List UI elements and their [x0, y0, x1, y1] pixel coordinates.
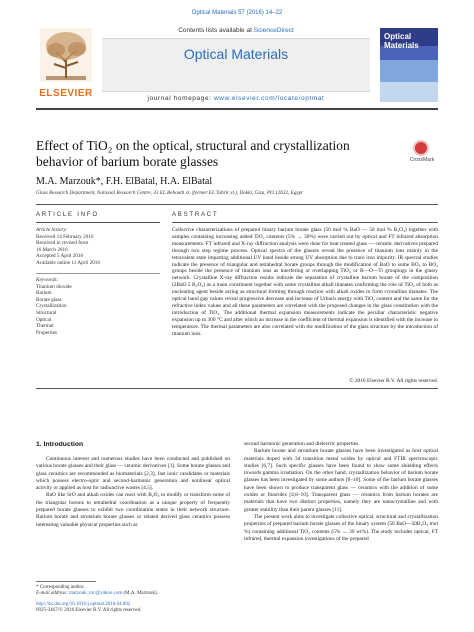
history-item: Received in revised form — [36, 240, 89, 247]
crossmark-icon — [413, 140, 429, 156]
authors: M.A. Marzouk*, F.H. ElBatal, H.A. ElBatal — [36, 176, 213, 187]
masthead-center — [102, 26, 370, 104]
doi-block — [36, 602, 230, 615]
sciencedirect-link[interactable]: ScienceDirect — [253, 27, 294, 34]
elsevier-logo[interactable] — [36, 26, 96, 102]
crossmark-badge[interactable] — [404, 140, 440, 164]
body-column-left — [36, 456, 230, 529]
journal-name[interactable]: Optical Materials — [183, 46, 289, 62]
section-rule — [172, 222, 438, 223]
introduction-heading: 1. Introduction — [36, 441, 84, 448]
journal-cover-image[interactable] — [380, 28, 438, 102]
keyword: Borate glass — [36, 296, 62, 303]
body-paragraph: Barium borate and strontium borate glasses have been investigated as host optical materials doped with 3d transition metal oxides by optical and FTIR spectroscopic studies [6,7]. Such specific glasses have been found to show some shielding effects towards gamma irradiation. On the other hand, crystallization behavior of barium borate glasses has been investigated by some authors [8–10]. Some of the barium borate glasses have been shown to produce transparent glass — ceramics with the addition of some oxides or fluorides [4,8–10]. Transparent glass — ceramics from barium borates are materials that have two distinct properties, namely they are nanocrystalline and with greater stability than their parent glasses [11]. — [244, 448, 438, 513]
keywords-rule — [36, 273, 160, 274]
homepage-link[interactable]: www.elsevier.com/locate/optmat — [213, 95, 325, 102]
keyword: Thermal — [36, 323, 54, 330]
doi-link[interactable]: http://dx.doi.org/10.1016/j.optmat.2016.04.002 — [36, 602, 131, 607]
keyword: Optical — [36, 316, 52, 323]
footnote-marker: * Corresponding author. — [36, 585, 85, 590]
keyword: Structural — [36, 309, 57, 316]
homepage-prefix: journal homepage: — [147, 95, 214, 102]
article-history — [36, 227, 160, 267]
keywords — [36, 277, 160, 336]
keyword: Titanium dioxide — [36, 283, 72, 290]
abstract-text: Collective characterizations of prepared binary barium borate glass (50 mol % BaO — 50 mol % B₂O₃) together with samples containing increasing added TiO₂ contents (5% → 30%) were carried out by optical and FT infrared absorption measurements. FT infrared and X-ray diffraction analysis were done for heat treated glass — ceramic derivatives prepared through two step regime process. Optical spectra of the glasses reveal the presence of titanium ions mainly in the tetravalent state imparting additional UV band beside strong UV absorption due to trace iron impurity. IR spectral studies indicate the presence of triangular and tetrahedral borate groups through the modification of BaO to some BO₃ to BO₄ groups beside the presence of titanium ions as interfering or overlapping TiO₄ or B—O—Ti groupings in the glassy network. Crystalline X-ray diffraction results indicate the separation of crystalline barium borate of the composition (2BaO.5 B₂O₃) as a main constituent together with some crystalline alkali titanates confirming the role of TiO₂ of both as nucleating agent beside acting as structural forming through reaction with alkali oxides to form crystalline titanates. The optical band gap values reveal progressive decrease and increase of Urbach energy with TiO₂ content and the same for the refractive index values and all these parameters are correlated with the proposed changes in the glass constitution with the introduction of TiO₂. The additional thermal expansion measurements indicate the peculiar characteristic negative expansion up to 300 °C and after which an increase in the coefficient of thermal expansion is identified with the increase in temperature. The thermal parameters are also correlated with the modification of the glass structure by the introduction of titanium ions. — [172, 227, 438, 337]
history-item: 16 March 2016 — [36, 246, 68, 253]
history-item: Received 14 February 2016 — [36, 233, 94, 240]
keyword: Barium — [36, 290, 52, 297]
masthead — [36, 26, 438, 104]
body-paragraph: Continuous interest and numerous studies have been conducted and published on various borate glasses and their glass — ceramic derivatives [1]. Some borate glasses and glass ceramics are recommended as biomaterials [2,3], fast ionic candidates or materials which possess electro-optic and second-harmonic generation and nonlinear optical activity or applied as host for radioactive wastes [4,5]. — [36, 456, 230, 492]
footnote-rule — [36, 581, 96, 582]
body-paragraph: The present work aims to investigate collective optical, structural and crystallization properties of prepared barium borate glasses of the binary system (50 BaO—50B₂O₃ mol %) containing additional TiO₂ contents (5% → 30 wt%). The study includes optical, FT infrared, thermal expansion investigations of the prepared — [244, 513, 438, 542]
article-title: Effect of TiO₂ on the optical, structural and crystallization behavior of barium borate glasses — [36, 138, 350, 169]
publisher-name: ELSEVIER — [39, 88, 93, 99]
affiliation: Glass Research Department, National Research Centre, 33 EL Behouth st. (former EL Tahrir st.), Dokki, Giza, PO.12622, Egypt — [36, 190, 303, 196]
email-prefix: E-mail address: — [36, 591, 70, 597]
article-info-heading: ARTICLE INFO — [36, 212, 99, 218]
contents-prefix: Contents lists available at — [178, 27, 254, 34]
history-item: Accepted 5 April 2016 — [36, 253, 84, 260]
journal-reference[interactable]: Optical Materials 57 (2016) 14–22 — [191, 10, 283, 16]
keyword: Properties — [36, 329, 58, 336]
history-item: Available online 11 April 2016 — [36, 259, 100, 266]
elsevier-tree-icon — [40, 28, 92, 82]
journal-homepage-line — [102, 95, 370, 102]
cover-band — [380, 60, 438, 82]
body-paragraph: BaO like SrO and alkali oxides can react with B₂O₃ to modify or transform some of the triangular borons to tetrahedral coordination as a unique property of frequently prepared borate glasses to exhibit two coordination states in their network structure. Barium borate and strontium borate glasses or related derived glass ceramics possess interesting valuable physical properties such as — [36, 492, 230, 528]
email-suffix: (M.A. Marzouk). — [122, 591, 158, 597]
keywords-label: Keywords: — [36, 277, 59, 283]
abstract-copyright: © 2016 Elsevier B.V. All rights reserved. — [349, 378, 438, 384]
email-link[interactable]: marzouk_nrc@yahoo.com — [69, 591, 123, 597]
body-column-right — [244, 441, 438, 543]
section-rule — [36, 204, 438, 205]
section-rule — [36, 222, 160, 223]
issn-line: 0925-3467/© 2016 Elsevier B.V. All rights reserved. — [36, 608, 142, 614]
corresponding-author-footnote — [36, 585, 230, 598]
cover-title: Optical Materials — [384, 32, 419, 50]
contents-line — [102, 27, 370, 34]
section-rule — [36, 388, 438, 389]
keyword: Crystallization — [36, 303, 67, 310]
crossmark-label: CrossMark — [409, 157, 435, 163]
masthead-rule — [36, 108, 438, 110]
history-label: Article history: — [36, 227, 68, 233]
body-paragraph: second harmonic generation and dielectric properties. — [244, 441, 360, 447]
abstract-heading: ABSTRACT — [172, 212, 219, 218]
cover-band — [380, 82, 438, 102]
footnote-email-line — [36, 591, 230, 597]
